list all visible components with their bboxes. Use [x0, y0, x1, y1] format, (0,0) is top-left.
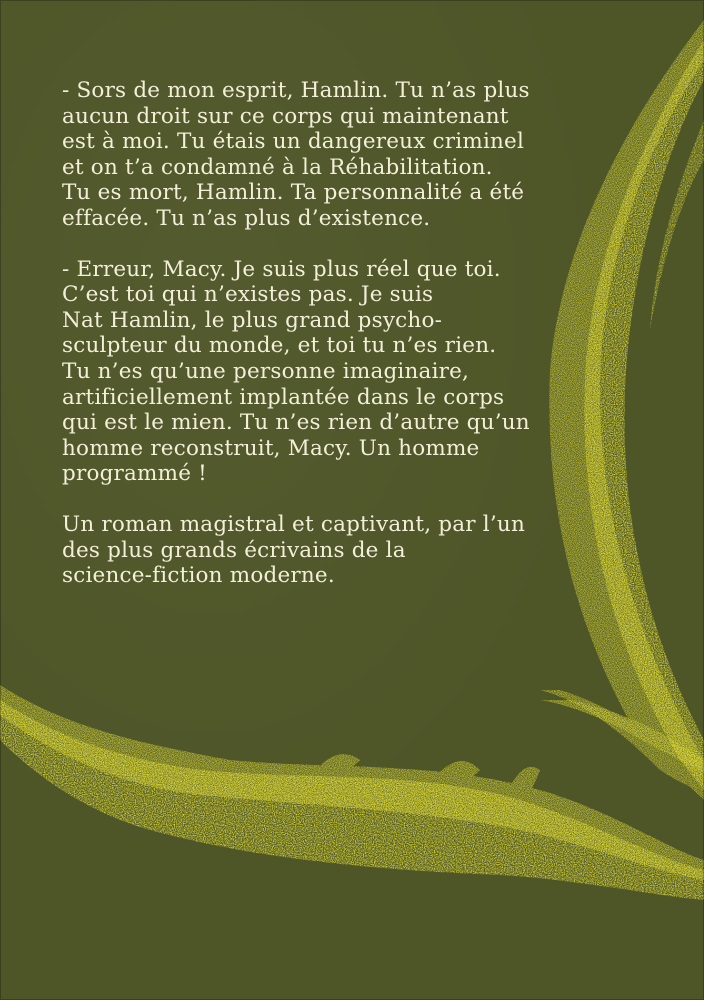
blurb-paragraph-dialogue-1: - Sors de mon esprit, Hamlin. Tu n’as plus aucun droit sur ce corps qui maintenant est à moi. Tu étais un dangereux criminel et on t’a condamné à la Réhabilitation. Tu es mort, Hamlin. Ta personnalité a été effacée. Tu n’as plus d’existence.	[62, 78, 530, 231]
blurb-paragraph-summary: Un roman magistral et captivant, par l’un des plus grands écrivains de la science-fiction moderne.	[62, 511, 525, 589]
back-cover-blurb	[62, 78, 572, 614]
blurb-paragraph-dialogue-2: - Erreur, Macy. Je suis plus réel que toi. C’est toi qui n’existes pas. Je suis Nat Hamlin, le plus grand psycho- sculpteur du monde, et toi tu n’es rien. Tu n’es qu’une personne imaginaire, artificiellement implantée dans le corps qui est le mien. Tu n’es rien d’autre qu’un homme reconstruit, Macy. Un homme programmé !	[62, 256, 530, 487]
